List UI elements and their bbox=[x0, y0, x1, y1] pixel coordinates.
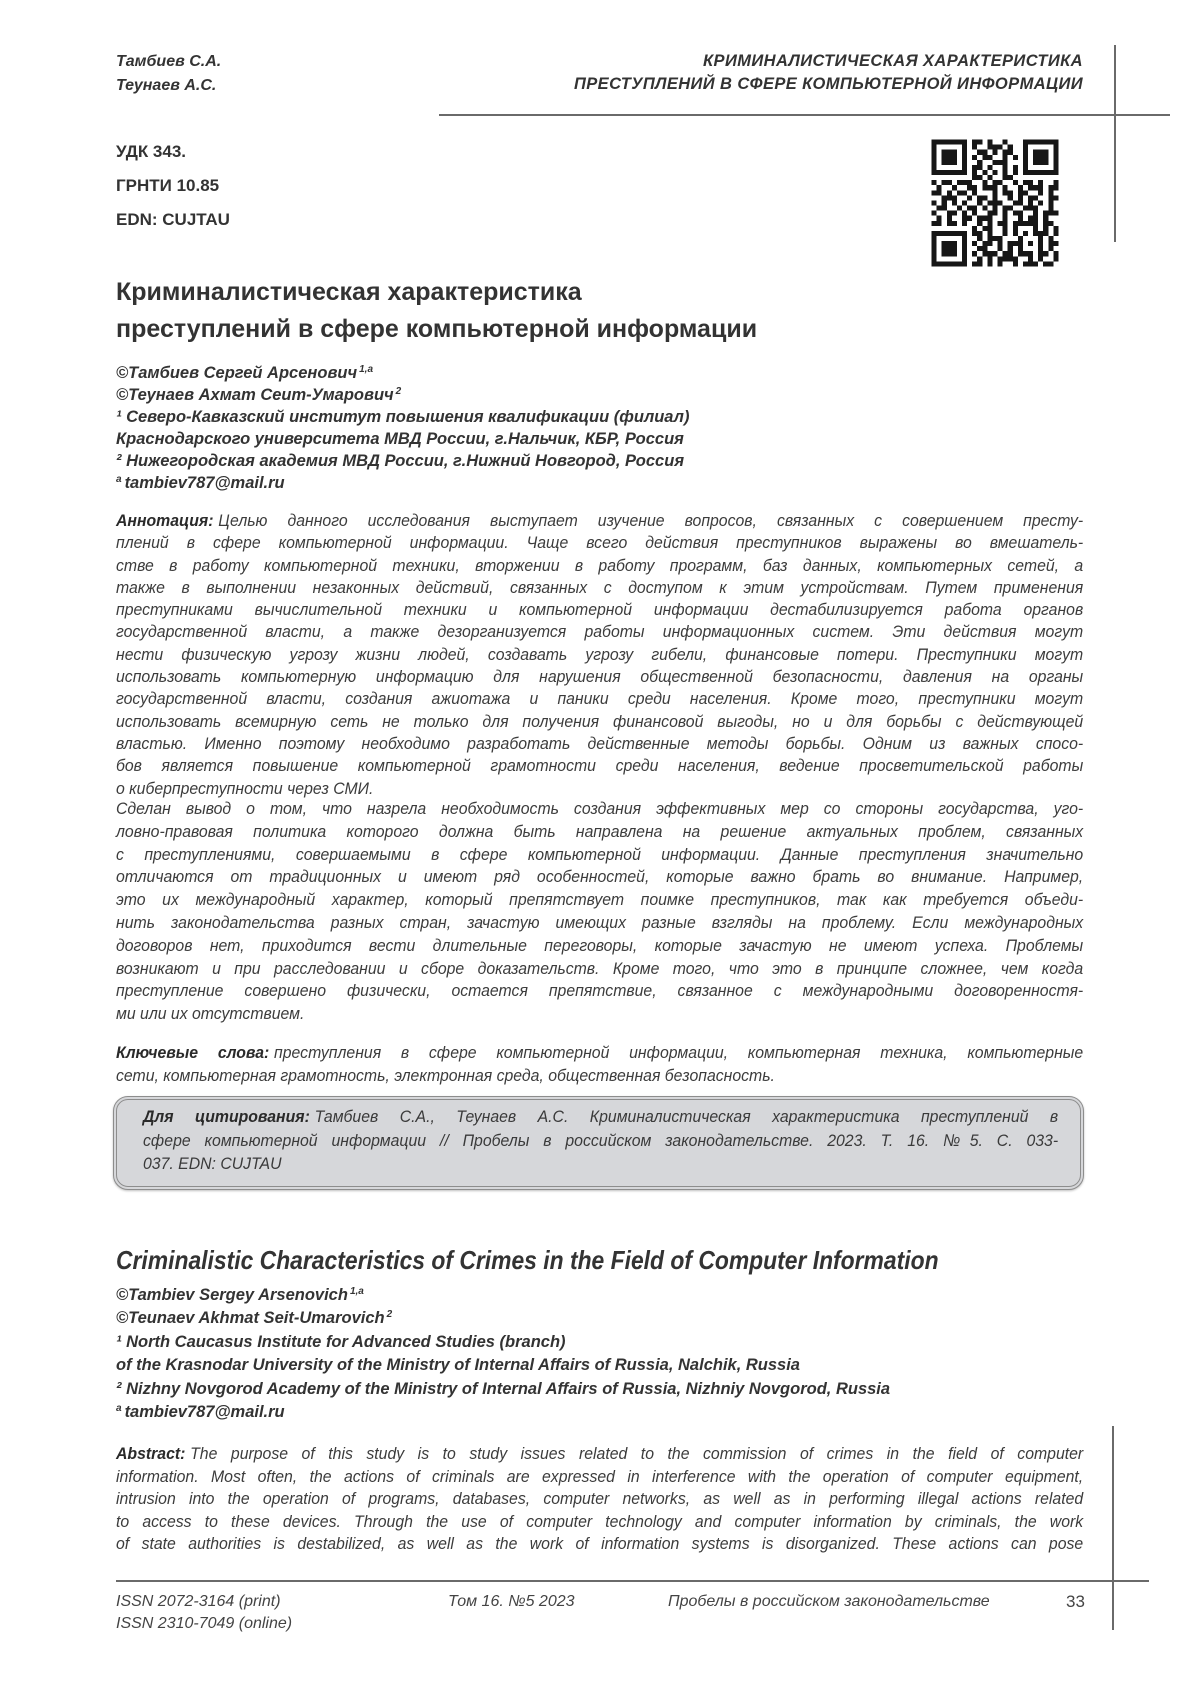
affiliation-line: of the Krasnodar University of the Ministry of Internal Affairs of Russia, Nalchik, Russia bbox=[116, 1356, 800, 1375]
conclusion-line: ми или их отсутствием. bbox=[116, 1004, 305, 1024]
conclusion-line: преступление совершено физически, остается препятствие, связанное с международными договоренностя- bbox=[116, 981, 1084, 1001]
conclusion-line: Сделан вывод о том, что назрела необходимость создания эффективных мер со стороны государства, уго- bbox=[116, 799, 1084, 818]
edn-code: EDN: CUJTAU bbox=[116, 210, 230, 229]
page-number: 33 bbox=[1066, 1592, 1085, 1611]
article-title-ru-line: Криминалистическая характеристика bbox=[116, 278, 582, 306]
affiliation-line: ¹ North Caucasus Institute for Advanced Studies (branch) bbox=[116, 1332, 566, 1351]
annotation-line: государственной власти, а также дезорганизуется работы информационных систем. Эти действия могут bbox=[116, 622, 1084, 642]
footer-issue: Том 16. №5 2023 bbox=[448, 1593, 575, 1610]
authors-ru bbox=[116, 362, 689, 494]
annotation-line: использовать компьютерную информацию для нарушения общественной безопасности, давления на органы bbox=[116, 667, 1084, 687]
author-superscript: 1,a bbox=[359, 364, 374, 375]
annotation-label: Аннотация: bbox=[116, 511, 214, 530]
affiliation-line: ² Nizhny Novgorod Academy of the Ministry of Internal Affairs of Russia, Nizhniy Novgorod, Russia bbox=[116, 1379, 891, 1398]
conclusion-line: договоров нет, приходится вести длительные переговоры, которые зачастую не имеют успеха. Проблемы bbox=[116, 935, 1084, 955]
grnti-code: ГРНТИ 10.85 bbox=[116, 176, 220, 195]
citation-line: сфере компьютерной информации // Пробелы в российском законодательстве. 2023. Т. 16. №5. С. 033- bbox=[143, 1130, 1059, 1150]
annotation-line: преступниками вычислительной техники и компьютерной информации дестабилизируется работа органов bbox=[116, 600, 1084, 620]
annotation-line: государственной власти, создания ажиотажа и паники среди населения. Кроме того, преступники могут bbox=[116, 689, 1084, 709]
annotation-line: плений в сфере компьютерной информации. Чаще всего действия преступников выражены во вмешатель- bbox=[116, 533, 1084, 553]
article-title-en: Criminalistic Characteristics of Crimes in the Field of Computer Information bbox=[116, 1245, 939, 1275]
author-name: ©Тамбиев Сергей Арсенович bbox=[116, 364, 358, 382]
annotation-line: о киберпреступности через СМИ. bbox=[116, 778, 374, 798]
email-superscript: a bbox=[116, 1403, 122, 1415]
annotation-line: также в выполнении незаконных действий, связанных с доступом к этим устройствам. Путем применения bbox=[116, 577, 1084, 597]
authors-en bbox=[116, 1284, 890, 1424]
author-line bbox=[116, 1284, 890, 1307]
running-header-author: Тамбиев С.А. bbox=[116, 53, 222, 70]
header-rule bbox=[439, 114, 1170, 116]
running-header-author: Теунаев А.С. bbox=[116, 77, 217, 94]
annotation-paragraph bbox=[116, 510, 1083, 800]
abstract-paragraph bbox=[116, 1443, 1083, 1556]
footer-vertical-rule bbox=[1112, 1426, 1114, 1630]
annotation-line: использовать всемирную сеть не только для получения финансовой выгоды, но и для борьбы с действующей bbox=[116, 711, 1084, 731]
citation-text bbox=[143, 1105, 1058, 1176]
running-header-title bbox=[574, 50, 1083, 96]
keywords-line bbox=[116, 1042, 1083, 1065]
annotation-line bbox=[116, 510, 1083, 532]
citation-reference: Тамбиев С.А., Теунаев А.С. Криминалистическая характеристика преступлений в bbox=[314, 1107, 1059, 1126]
qr-code-icon bbox=[930, 138, 1060, 268]
affiliation-line: Краснодарского университета МВД России, г.Нальчик, КБР, Россия bbox=[116, 430, 684, 448]
running-header-authors bbox=[116, 50, 221, 98]
author-line bbox=[116, 1307, 890, 1330]
author-superscript: 2 bbox=[395, 386, 402, 397]
article-title-ru bbox=[116, 274, 757, 348]
contact-email-line bbox=[116, 1401, 890, 1424]
footer-journal-name: Пробелы в российском законодательстве bbox=[668, 1593, 990, 1610]
citation-box bbox=[113, 1096, 1084, 1190]
abstract-line: information. Most often, the actions of criminals are expressed in interference with the operation of computer equipment, bbox=[116, 1466, 1084, 1486]
keywords-text: преступления в сфере компьютерной информации, компьютерная техника, компьютерные bbox=[274, 1043, 1084, 1062]
abstract-line: of state authorities is destabilized, as well as the work of information systems is disorganized. These actions can pose bbox=[116, 1534, 1084, 1553]
affiliation-line: ¹ Северо-Кавказский институт повышения квалификации (филиал) bbox=[116, 408, 690, 426]
keywords-label: Ключевые слова: bbox=[116, 1043, 270, 1062]
author-superscript: 2 bbox=[386, 1309, 393, 1321]
annotation-line: стве в работу компьютерной техники, вторжении в работу программ, баз данных, компьютерных сетей, а bbox=[116, 555, 1084, 575]
author-name: ©Teunaev Akhmat Seit-Umarovich bbox=[116, 1309, 385, 1328]
citation-line: 037. EDN: CUJTAU bbox=[143, 1154, 282, 1173]
contact-email: tambiev787@mail.ru bbox=[124, 474, 285, 492]
annotation-line: нести физическую угрозу жизни людей, создавать угрозу гибели, финансовые потери. Преступники могут bbox=[116, 644, 1084, 664]
email-superscript: a bbox=[116, 474, 122, 485]
conclusion-line: нить законодательства разных стран, зачастую имеющих разные взгляды на проблему. Если международных bbox=[116, 912, 1084, 932]
author-superscript: 1,a bbox=[349, 1286, 364, 1297]
author-line bbox=[116, 384, 689, 406]
udk-code: УДК 343. bbox=[116, 142, 187, 161]
contact-email-line bbox=[116, 472, 689, 494]
conclusion-line: это их международный характер, который препятствует поимке преступников, так как требуется объеди- bbox=[116, 890, 1084, 910]
running-header-title-line: КРИМИНАЛИСТИЧЕСКАЯ ХАРАКТЕРИСТИКА bbox=[703, 52, 1083, 70]
running-header-title-line: ПРЕСТУПЛЕНИЙ В СФЕРЕ КОМПЬЮТЕРНОЙ ИНФОРМАЦИИ bbox=[574, 75, 1083, 93]
keywords-paragraph bbox=[116, 1042, 1083, 1088]
abstract-line bbox=[116, 1443, 1083, 1466]
keywords-line: сети, компьютерная грамотность, электронная среда, общественная безопасность. bbox=[116, 1065, 775, 1085]
abstract-text: The purpose of this study is to study issues related to the commission of crimes in the field of computer bbox=[190, 1444, 1084, 1463]
issn-print: ISSN 2072-3164 (print) bbox=[116, 1593, 281, 1610]
footer-rule bbox=[116, 1580, 1149, 1582]
conclusion-line: отличаются от традиционных и имеют ряд особенностей, которые важно брать во внимание. Например, bbox=[116, 867, 1084, 887]
conclusion-paragraph bbox=[116, 798, 1083, 1026]
annotation-line: властью. Именно поэтому необходимо разработать действенные методы борьбы. Одним из важных спосо- bbox=[116, 733, 1084, 753]
issn-online: ISSN 2310-7049 (online) bbox=[116, 1615, 293, 1632]
conclusion-line: возникают и при расследовании и сборе доказательств. Кроме того, что это в принципе сложнее, чем когда bbox=[116, 958, 1084, 978]
conclusion-line: ловно-правовая политика которого должна быть направлена на решение актуальных проблем, связанных bbox=[116, 821, 1084, 841]
affiliation-line: ² Нижегородская академия МВД России, г.Нижний Новгород, Россия bbox=[116, 452, 685, 470]
abstract-line: to access to these devices. Through the use of computer technology and computer information by criminals, the work bbox=[116, 1511, 1084, 1531]
classification-codes bbox=[116, 135, 230, 237]
contact-email: tambiev787@mail.ru bbox=[124, 1403, 285, 1422]
author-line bbox=[116, 362, 689, 384]
footer-issn bbox=[116, 1591, 292, 1635]
header-vertical-rule bbox=[1114, 45, 1116, 242]
annotation-line: бов является повышение компьютерной грамотности среди населения, ведение просветительской работы bbox=[116, 756, 1084, 776]
article-title-ru-line: преступлений в сфере компьютерной информации bbox=[116, 315, 758, 343]
conclusion-line: с преступлениями, совершаемыми в сфере компьютерной информации. Данные преступления значительно bbox=[116, 844, 1084, 864]
citation-label: Для цитирования: bbox=[143, 1107, 310, 1126]
author-name: ©Tambiev Sergey Arsenovich bbox=[116, 1286, 348, 1304]
annotation-text: Целью данного исследования выступает изучение вопросов, связанных с совершением престу- bbox=[218, 511, 1084, 530]
citation-line bbox=[143, 1105, 1058, 1129]
abstract-label: Abstract: bbox=[116, 1444, 186, 1463]
author-name: ©Теунаев Ахмат Сеит-Умарович bbox=[116, 386, 394, 404]
abstract-line: intrusion into the operation of programs, databases, computer networks, as well as in performing illegal actions related bbox=[116, 1489, 1084, 1508]
